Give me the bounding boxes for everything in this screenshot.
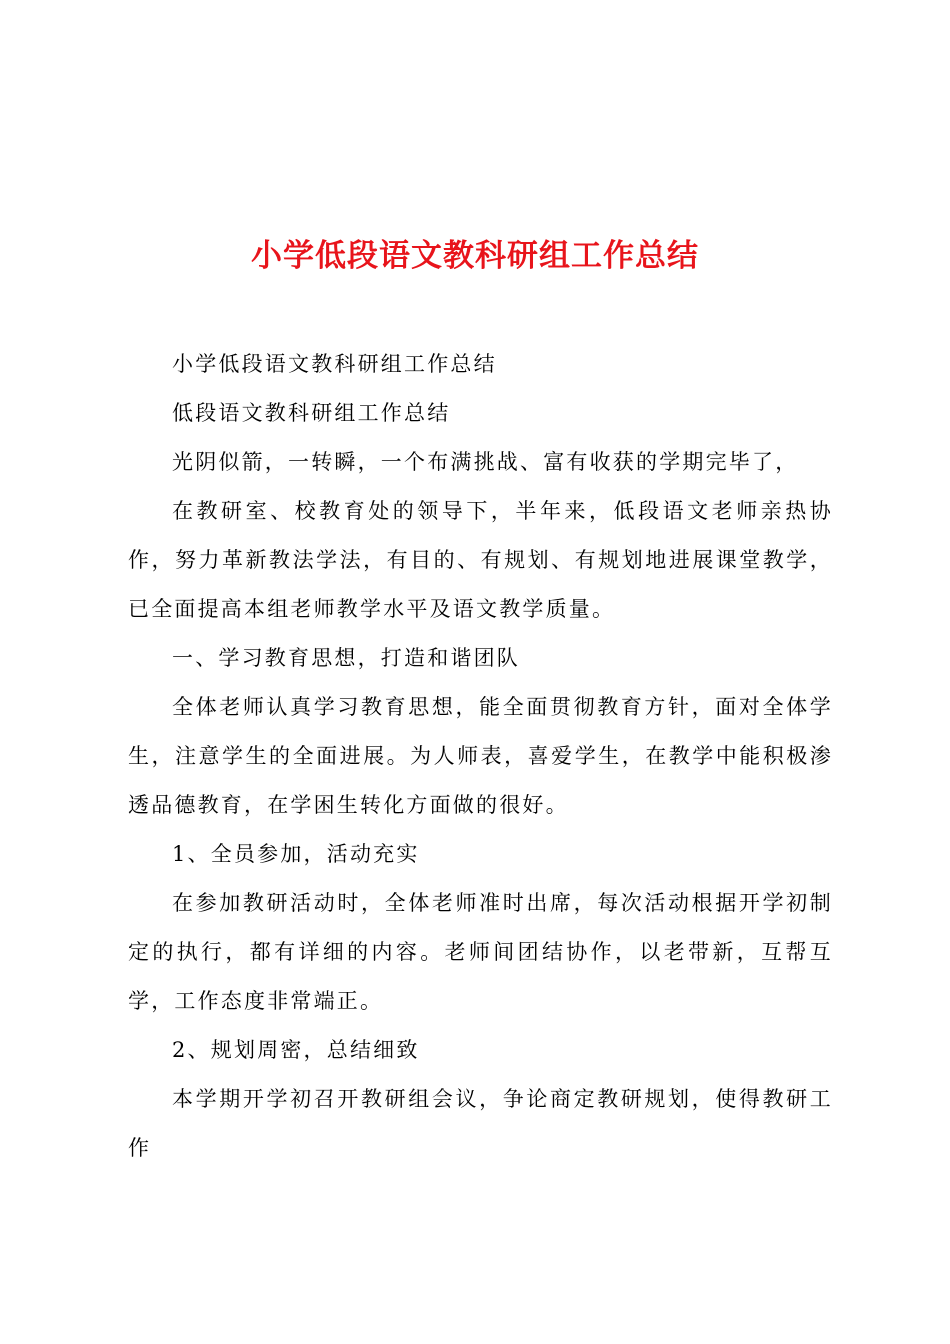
paragraph-4: 在教研室、校教育处的领导下，半年来，低段语文老师亲热协作，努力革新教法学法，有目的、有规划、有规划地进展课堂教学，已全面提高本组老师教学水平及语文教学质量。	[128, 499, 833, 621]
paragraph-3: 光阴似箭，一转瞬，一个布满挑战、富有收获的学期完毕了，	[172, 450, 799, 474]
paragraph-5: 全体老师认真学习教育思想，能全面贯彻教育方针，面对全体学生，注意学生的全面进展。为人师表，喜爱学生，在教学中能积极渗透品德教育，在学困生转化方面做的很好。	[128, 695, 833, 817]
paragraph-7: 本学期开学初召开教研组会议，争论商定教研规划，使得教研工作	[128, 1087, 833, 1160]
paragraph-6: 在参加教研活动时，全体老师准时出席，每次活动根据开学初制定的执行，都有详细的内容。老师间团结协作，以老带新，互帮互学，工作态度非常端正。	[128, 891, 833, 1013]
document-body	[128, 340, 833, 1173]
subheading-2: 2、规划周密，总结细致	[172, 1038, 420, 1062]
section-heading-1: 一、学习教育思想，打造和谐团队	[172, 646, 520, 670]
subheading-1: 1、全员参加，活动充实	[172, 842, 420, 866]
paragraph-1: 小学低段语文教科研组工作总结	[172, 352, 497, 376]
paragraph-2: 低段语文教科研组工作总结	[172, 401, 451, 425]
document-title: 小学低段语文教科研组工作总结	[251, 237, 699, 274]
